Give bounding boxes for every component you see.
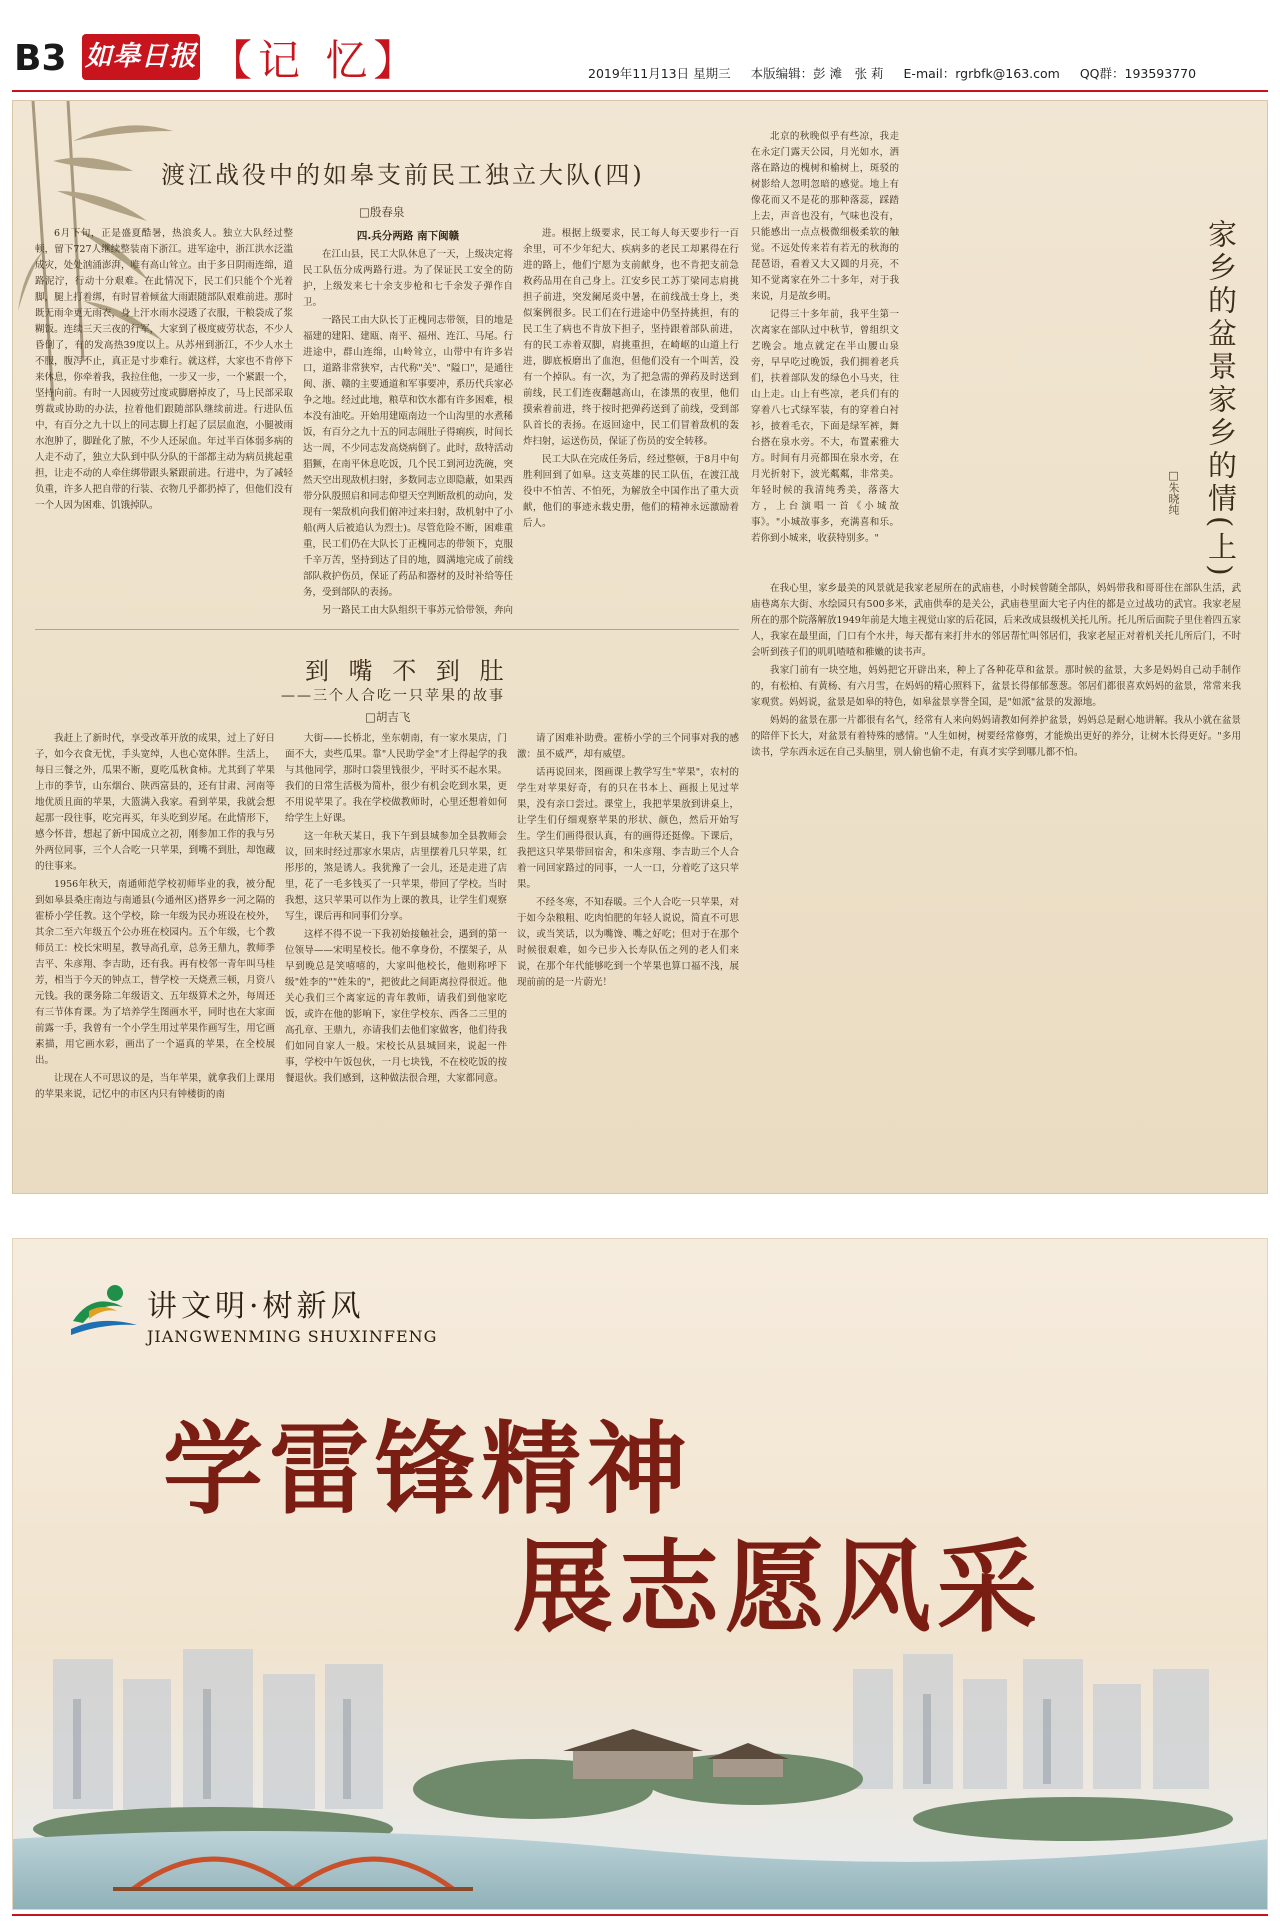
article1-paragraph: 进。根据上级要求，民工每人每天要步行一百余里，可不少年纪大、疾病多的老民工却累得在行进的路上，他们宁愿为支前献身，也不肯把支前急救药品用在自己身上。江安乡民工苏丁梁同志肩挑担子前进，突发阑尾炎中暑，在前线战士身上，类似案例很多。民工们在行进途中仍坚持挑担，有的民工生了病也不肯放下担子，坚持跟着部队前进，有的民工赤着双脚，肩挑重担，在崎岖的山道上行进，脚底板磨出了血泡，但他们没有一个叫苦，没有一个掉队。有一次，为了把急需的弹药及时送到前线，民工们连夜翻越高山，在漆黑的夜里，他们摸索着前进，终于按时把弹药送到了前线，受到部队首长的表扬。在返回途中，民工们冒着敌机的轰炸扫射，运送伤员，保证了伤员的安全转移。 [523,228,739,447]
newspaper-logo: 如皋日报 [82,34,200,80]
issue-date: 2019年11月13日 星期三 [588,66,731,81]
article2-subtitle: ——三个人合吃一只苹果的故事 [281,688,505,704]
article3-paragraph: 妈妈的盆景在那一片都很有名气，经常有人来向妈妈请教如何养护盆景，妈妈总是耐心地讲解。我从小就在盆景的陪伴下长大，对盆景有着特殊的感情。"人生如树，树要经常修剪，才能焕出更好的养分，让树木长得更好。"多用读书，学东西永远在自己头脑里，别人偷也偷不走，有真才实学到哪儿都不怕。 [751,715,1241,758]
article2-paragraph: 不经冬寒，不知春暖。三个人合吃一只苹果，对于如今杂粮粗、吃肉怕肥的年轻人说说，简直不可思议，或当笑话，以为嘴馋、嘴之好吃；但对于在那个时候很艰难，如今已步入长寿队伍之列的老人们来说，在那个年代能够吃到一个苹果也算口福不浅，展现前前的是一片蔚光！ [517,897,739,988]
slogan-pinyin: JIANGWENMING SHUXINFENG [147,1327,438,1346]
article2-title: 到 嘴 不 到 肚 [305,657,510,685]
page-number: B3 [14,38,67,79]
memory-section [12,100,1268,1194]
article2-column-3 [517,731,739,1171]
article3-paragraph: 记得三十多年前，我平生第一次离家在部队过中秋节，曾组织文艺晚会。地点就定在半山腰山泉旁，早早吃过晚饭，我们拥着老兵们，扶着部队发的绿色小马夹，往山上走。山上有些凉，老兵们有的穿着八七式绿军装，有的穿着白衬衫，披着毛衣，下面是绿军裤，舞台搭在泉水旁。不大，布置素雅大方。时间有月亮都围在泉水旁，在月光折射下，波光粼粼，非常美。年轻时候的我清纯秀美，落落大方，上台演唱一首《小城故事》。"小城故事多，充满喜和乐。若你到小城来，收获特别多。" [751,309,899,544]
slogan-chinese: 讲文明·树新风 [147,1289,365,1324]
article2-byline: □胡吉飞 [365,710,411,724]
article1-byline: □殷春泉 [359,205,405,219]
article3-column-1 [751,129,899,571]
article3-byline: □朱晓纯 [1167,469,1180,515]
masthead [0,0,1280,96]
page-editors: 本版编辑：彭 滩 张 莉 [750,66,884,81]
article1-column-2 [303,226,513,618]
article2-paragraph: 我赶上了新时代，享受改革开放的成果，过上了好日子，如今衣食无忧，手头宽绰，人也心宽体胖。生活上，每日三餐之外，瓜果不断，夏吃瓜秋食柿。尤其到了苹果上市的季节，山东烟台、陕西富县的，还有甘肃、河南等地优质且面的苹果，大篮满入我家。看到苹果，我就会想起那一段往事，吃完再买，年头吃到岁尾。在此情形下，感今怀昔，想起了新中国成立之初，刚参加工作的我与另外两位同事，三个人合吃一只苹果，到嘴不到肚，却饱藏的往事来。 [35,733,275,872]
article1-column-1 [35,226,293,618]
article2-column-2 [285,731,507,1171]
article3-column-2 [751,581,1241,1171]
article1-paragraph: 民工大队在完成任务后，经过整顿，于8月中旬胜利回到了如皋。这支英雄的民工队伍，在渡江战役中不怕苦、不怕死，为解放全中国作出了重大贡献，他们的事迹永载史册，他们的精神永远激励着后人。 [523,454,739,529]
contact-email: E-mail：rgrbfk@163.com [903,66,1060,81]
article1-column-3 [523,226,739,618]
article1-subhead: 四.兵分两路 南下闽赣 [356,230,460,242]
masthead-rule [12,90,1268,92]
article2-paragraph: 让现在人不可思议的是，当年苹果，就拿我们上课用的苹果来说，记忆中的市区内只有钟楼街的南 [35,1073,275,1100]
article1-title: 渡江战役中的如皋支前民工独立大队(四) [161,161,645,189]
article3-title: 家乡的盆景家乡的情(上) [1204,219,1238,580]
article3-paragraph: 北京的秋晚似乎有些凉，我走在永定门露天公园，月光如水，洒落在路边的槐树和榆树上，斑驳的树影给人忽明忽暗的感觉。地上有像花而又不是花的那种落蕊，踩踏上去，声音也没有，气味也没有，只能感出一点点极微细极柔软的触觉。不远处传来若有若无的秋海的琵琶语，看着又大又圆的月亮，不知不觉离家在外二十多年，对于我来说，月是故乡明。 [751,131,899,302]
article1-paragraph: 一路民工由大队长丁正槐同志带领，目的地是福建的建阳、建瓯、南平、福州、连江、马尾。行进途中，群山连绵，山岭耸立，山带中有许多岩口，道路非常狭窄，古代称"关"、"隘口"，是通往闽、浙、赣的主要通道和军事要冲，系历代兵家必争之地。经过此地，粮草和饮水都有许多困难，根本没有油吃。开始用建瓯南边一个山沟里的水煮稀饭，有百分之九十五的同志闹肚子得痢疾，时间长达一周，不少同志发高烧病倒了。此时，敌特活动猖獗，在南平休息吃饭，几个民工到河边洗碗，突然天空出现敌机扫射，多数同志立即隐蔽，如果西带分队殷照启和同志仰望天空判断敌机的动向，发现有一架敌机向我们俯冲过来扫射，敌机射中了小船(两人后被追认为烈士)。尽管危险不断，困难重重，民工们仍在大队长丁正槐同志的带领下，克服千辛万苦，坚持到达了目的地，圆满地完成了前线部队救护伤员，保证了药品和器材的及时补给等任务，受到部队的表扬。 [303,315,513,598]
article2-paragraph: 1956年秋天，南通师范学校初师毕业的我，被分配到如皋县桑庄南边与南通县(今通州区)搭界乡一河之隔的霍桥小学任教。这个学校，除一年级为民办班设在校外，其余二至六年级五个公办班在校园内。五个年级，七个教师员工：校长宋明星，教导高孔章，总务王鼎九，教师季吉平、朱彦翔、李吉助，还有我。再有校邻一青年叫马桂芳，相当于今天的钟点工，替学校一天烧煮三顿，月资八元钱。我的课务除二年级语文、五年级算术之外，每周还有三节体育课。为了培养学生图画水平，同时也在大家面前露一手，我曾有一个小学生用过苹果作画写生，用它画素描，用它画水彩，画出了一个逼真的苹果，在全校展出。 [35,879,275,1066]
article2-paragraph: 话再说回来，图画课上教学写生"苹果"，农村的学生对苹果好奇，有的只在书本上、画报上见过苹果，没有亲口尝过。课堂上，我把苹果放到讲桌上，让学生们仔细观察苹果的形状、颜色，然后开始写生。学生们画得很认真，有的画得还挺像。下课后，我把这只苹果带回宿舍，和朱彦翔、李吉助三个人合着一同回家路过的同事，一人一口，分着吃了这只苹果。 [517,767,739,890]
poster-headline-line-2: 展志愿风采 [513,1528,1043,1646]
article2-paragraph: 这样不得不说一下我初始接触社会，遇到的第一位领导——宋明星校长。他不拿身份，不摆架子，从早到晚总是笑嘻嘻的，大家叫他校长，他则称呼下级"姓李的""姓朱的"，把彼此之间距离拉得很近。他关心我们三个离家远的青年教师，请我们到他家吃饭，或许在他的影响下，家住学校东、西各二三里的高孔章、王鼎九，亦请我们去他们家做客，他们待我们如同自家人一般。宋校长从县城回来，说起一件事，学校中午饭包伙，一月七块钱，不在校吃饭的按餐退伙。我们感到，这种做法很合理，大家都同意。 [285,929,507,1084]
article3-paragraph: 在我心里，家乡最美的风景就是我家老屋所在的武庙巷，小时候曾随全部队，妈妈带我和哥哥住在部队生活，武庙巷离东大街、水绘园只有500多米，武庙供奉的是关公，武庙巷里面大宅子内住的都是立过战功的武官。我家老屋所在的那个院落解放1949年前是大地主视觉山家的后花园，后来改成县级机关托儿所。托儿所后面院子里住着四五家人，我家在最里面，门口有个水井，每天都有来打井水的邻居帮忙叫邻居们，我家老屋正对着机关托儿所后门，不时会听到孩子们的叽叽喳喳和稚嫩的读书声。 [751,583,1241,658]
bottom-rule [12,1914,1268,1916]
article1-paragraph: 6月下旬，正是盛夏酷暑，热浪炙人。独立大队经过整顿，留下727人继续整装南下浙江。进军途中，浙江洪水泛滥成灾，处处汹涌澎湃，唯有高山耸立。由于多日阴雨连绵，道路泥泞，行动十分艰难。在此情况下，民工们只能个个光着脚，腿上打着绑，有时冒着倾盆大雨跟随部队艰难前进。那时既无雨伞更无雨衣，身上汗水雨水浸透了衣服，干粮袋成了浆糊饭。连续三天三夜的行军，大家到了极度疲劳状态，不少人昏倒了，有的发高热39度以上。从苏州到浙江，不少人水土不服，腹泻不止，真正是寸步难行。就这样，大家也不肯停下来休息，你牵着我，我拉住他，一步又一步，一个紧跟一个，坚持向前。有时一人因疲劳过度或脚磨掉皮了，马上民部采取剪裁或协助的办法，拉着他们跟随部队继续前进。行进队伍中，有百分之九十以上的同志脚上打起了层层血泡，小腿被雨水泡肿了，脚趾化了脓，不少人还尿血。年过半百体弱多病的人走不动了，独立大队到中队分队的干部都主动为病员挑起重担，让走不动的人牵住绑带跟头紧跟前进。行进中，为了减轻负重，许多人把自带的行装、衣物几乎都扔掉了，但他们没有一个人因为困难、饥饿掉队。 [35,228,293,511]
civility-poster [12,1238,1268,1910]
article1-paragraph: 另一路民工由大队组织干事苏元恰带领，奔向 [322,605,513,616]
poster-headline-line-1: 学雷锋精神 [163,1410,693,1528]
article1-paragraph: 在江山县，民工大队休息了一天，上级决定将民工队伍分成两路行进。为了保证民工安全的防护，上级发来七十余支步枪和七千余发子弹作自卫。 [303,249,513,308]
qq-group: QQ群：193593770 [1079,66,1197,81]
article2-paragraph: 大街——长桥北，坐东朝南，有一家水果店，门面不大，卖些瓜果。靠"人民助学金"才上得起学的我与其他同学，那时口袋里钱很少，平时买不起水果。我们的日常生活极为简朴，很少有机会吃到水果，更不用说苹果了。我在学校做教师时，心里还想着如何给学生上好课。 [285,733,507,824]
issue-info [588,64,1212,82]
article-divider [35,629,739,630]
cityscape-illustration [13,1639,1268,1910]
article3-paragraph: 我家门前有一块空地，妈妈把它开辟出来，种上了各种花草和盆景。那时候的盆景，大多是妈妈自己动手制作的，有松柏、有黄杨、有六月雪，在妈妈的精心照料下，盆景长得郁郁葱葱。邻居们都很喜欢妈妈的盆景，常常来我家观赏。妈妈说，盆景是如皋的特色，如皋盆景享誉全国，是"如派"盆景的发源地。 [751,665,1241,708]
section-title: 【记 忆】 [210,36,422,85]
article2-paragraph: 这一年秋天某日，我下午到县城参加全县教师会议，回来时经过那家水果店，店里摆着几只苹果，红彤彤的，煞是诱人。我犹豫了一会儿，还是走进了店里，花了一毛多钱买了一只苹果，带回了学校。当时我想，这只苹果可以作为上课的教具，让学生们观察写生，课后再和同事们分享。 [285,831,507,922]
article2-paragraph: 请了困难补助费。霍桥小学的三个同事对我的感激：虽不威严，却有威望。 [517,733,739,760]
article2-column-1 [35,731,275,1171]
civility-logo-icon [69,1281,141,1337]
